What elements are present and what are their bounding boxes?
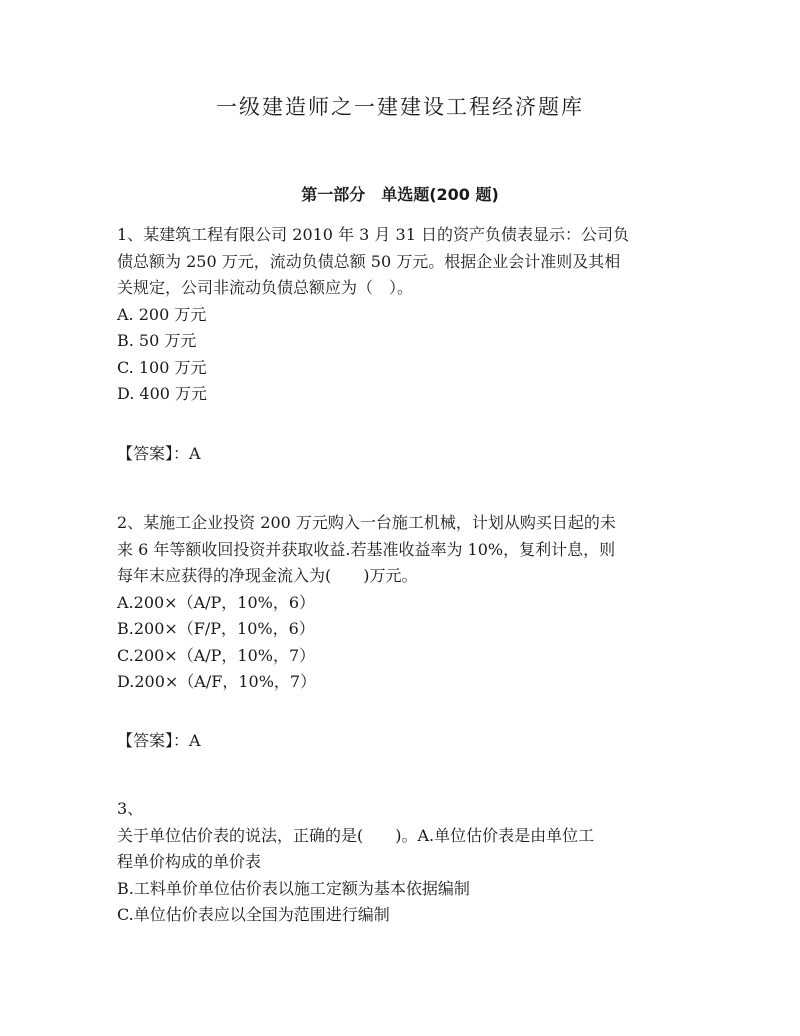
option-d: D.200×（A/F，10%，7）: [117, 672, 317, 691]
question-2: [117, 510, 687, 696]
question-3: [117, 796, 687, 929]
question-text-line: 1、某建筑工程有限公司 2010 年 3 月 31 日的资产负债表显示：公司负: [117, 225, 629, 244]
question-text-line: 每年末应获得的净现金流入为( )万元。: [117, 566, 418, 585]
question-text-line: 程单价构成的单价表: [117, 852, 262, 871]
question-text-line: 2、某施工企业投资 200 万元购入一台施工机械，计划从购买日起的未: [117, 513, 616, 532]
option-c: C. 100 万元: [117, 357, 207, 377]
question-number: 3、: [117, 799, 144, 818]
answer-1: 【答案】：A: [117, 444, 201, 463]
question-text-line: 关于单位估价表的说法，正确的是( )。A.单位估价表是由单位工: [117, 825, 595, 845]
answer-2: 【答案】：A: [117, 731, 201, 750]
option-b: B.200×（F/P，10%，6）: [117, 619, 315, 638]
option-d: D. 400 万元: [117, 384, 208, 403]
option-a: A.200×（A/P，10%，6）: [117, 592, 316, 612]
section-title: 第一部分 单选题(200 题): [301, 185, 499, 204]
option-a: A. 200 万元: [117, 304, 207, 324]
option-c: C.200×（A/P，10%，7）: [117, 645, 316, 665]
document-title: 一级建造师之一建建设工程经济题库: [216, 95, 584, 119]
option-b: B.工料单价单位估价表以施工定额为基本依据编制: [117, 878, 470, 898]
option-c: C.单位估价表应以全国为范围进行编制: [117, 905, 390, 924]
option-b: B. 50 万元: [117, 331, 197, 350]
question-text-line: 债总额为 250 万元，流动负债总额 50 万元。根据企业会计准则及其相: [117, 251, 621, 271]
question-text-line: 关规定，公司非流动负债总额应为（ ）。: [117, 278, 414, 297]
question-text-line: 来 6 年等额收回投资并获取收益.若基准收益率为 10%，复利计息，则: [117, 539, 616, 559]
question-1: [117, 222, 687, 408]
